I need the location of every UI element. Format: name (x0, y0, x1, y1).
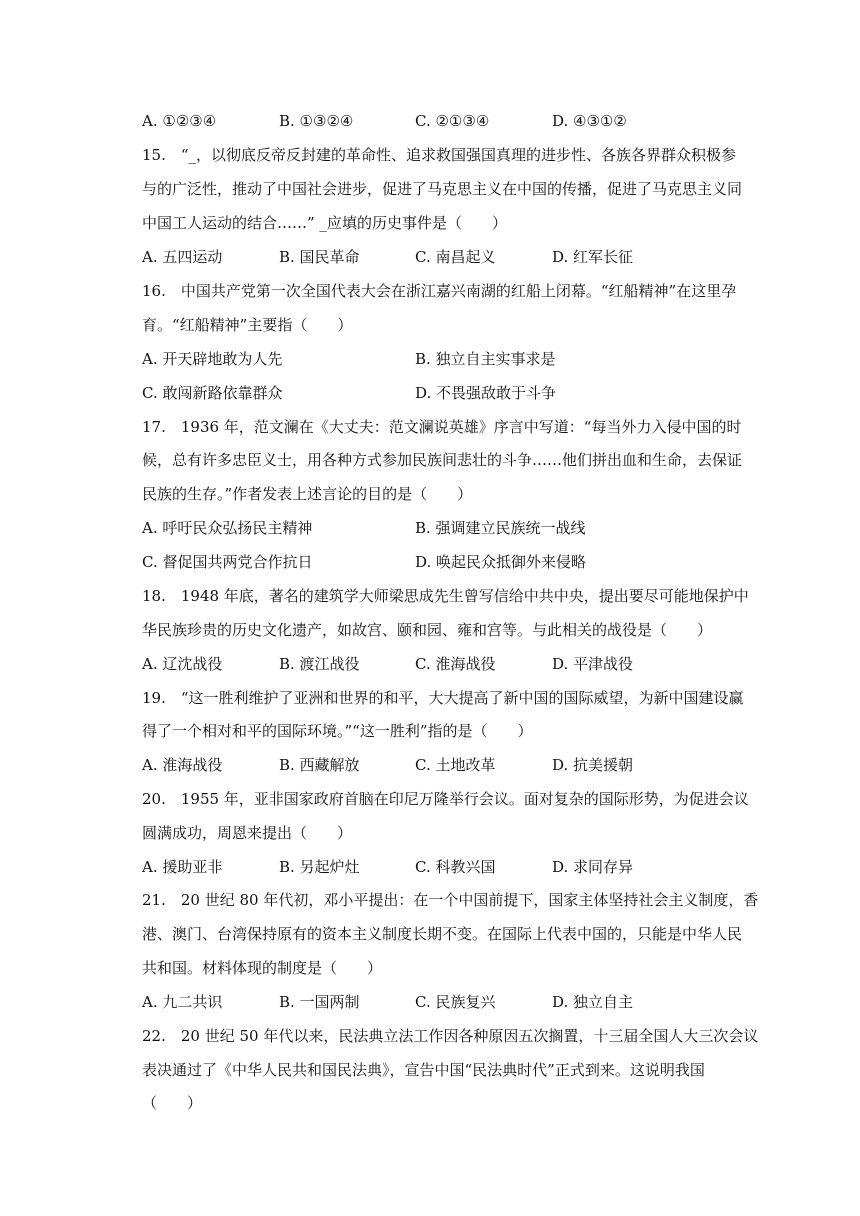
q15-option-b: B. 国民革命 (279, 248, 360, 266)
q17-stem-line: 17. 1936 年，范文澜在《大丈夫：范文澜说英雄》序言中写道：“每当外力入侵中国的时 (142, 418, 742, 436)
q15-option-a: A. 五四运动 (142, 248, 223, 266)
q21-stem-line: 港、澳门、台湾保持原有的资本主义制度长期不变。在国际上代表中国的，只能是中华人民 (142, 925, 743, 943)
q19-option-d: D. 抗美援朝 (552, 756, 634, 774)
q21-stem-line: 共和国。材料体现的制度是（ ） (142, 959, 383, 977)
q18-option-c: C. 淮海战役 (415, 655, 496, 673)
q19-option-c: C. 土地改革 (415, 756, 496, 774)
q16-option-a: A. 开天辟地敢为人先 (142, 350, 283, 368)
q19-option-a: A. 淮海战役 (142, 756, 223, 774)
q17-option-c: C. 督促国共两党合作抗日 (142, 553, 313, 571)
q20-option-c: C. 科教兴国 (415, 858, 496, 876)
q17-option-b: B. 强调建立民族统一战线 (415, 519, 586, 537)
q18-option-b: B. 渡江战役 (279, 655, 360, 673)
q16-option-d: D. 不畏强敌敢于斗争 (415, 384, 557, 402)
q17-option-d: D. 唤起民众抵御外来侵略 (415, 553, 587, 571)
q15-stem-line: 与的广泛性，推动了中国社会进步，促进了马克思主义在中国的传播，促进了马克思主义同 (142, 180, 743, 198)
q19-option-b: B. 西藏解放 (279, 756, 360, 774)
q21-option-c: C. 民族复兴 (415, 993, 496, 1011)
q17-option-a: A. 呼吁民众弘扬民主精神 (142, 519, 313, 537)
q20-option-b: B. 另起炉灶 (279, 858, 360, 876)
q16-stem-line: 16. 中国共产党第一次全国代表大会在浙江嘉兴南湖的红船上闭幕。“红船精神”在这里孕 (142, 282, 737, 300)
q20-option-a: A. 援助亚非 (142, 858, 223, 876)
q14-option-b: B. ①③②④ (279, 112, 354, 130)
q17-stem-line: 候，总有许多忠臣义士，用各种方式参加民族间悲壮的斗争……他们拼出血和生命，去保证 (142, 451, 743, 469)
q14-option-d: D. ④③①② (552, 112, 627, 130)
q18-stem-line: 18. 1948 年底，著名的建筑学大师梁思成先生曾写信给中共中央，提出要尽可能地保护中 (142, 587, 749, 605)
q16-option-c: C. 敢闯新路依靠群众 (142, 384, 283, 402)
q19-stem-line: 19. “这一胜利维护了亚洲和世界的和平，大大提高了新中国的国际威望，为新中国建设赢 (142, 689, 744, 707)
q22-stem-line: （ ） (142, 1094, 203, 1112)
q21-option-d: D. 独立自主 (552, 993, 634, 1011)
q18-stem-line: 华民族珍贵的历史文化遗产，如故宫、颐和园、雍和宫等。与此相关的战役是（ ） (142, 621, 713, 639)
q18-option-a: A. 辽沈战役 (142, 655, 223, 673)
q20-stem-line: 20. 1955 年，亚非国家政府首脑在印尼万隆举行会议。面对复杂的国际形势，为促进会议 (142, 790, 749, 808)
q16-option-b: B. 独立自主实事求是 (415, 350, 556, 368)
q21-option-b: B. 一国两制 (279, 993, 360, 1011)
q22-stem-line: 22. 20 世纪 50 年代以来，民法典立法工作因各种原因五次搁置，十三届全国人大三次会议 (142, 1027, 759, 1045)
q15-stem-line: 15. “_，以彻底反帝反封建的革命性、追求救国强国真理的进步性、各族各界群众积极参 (142, 146, 737, 164)
q15-option-c: C. 南昌起义 (415, 248, 496, 266)
q17-stem-line: 民族的生存。”作者发表上述言论的目的是（ ） (142, 485, 473, 503)
q14-option-a: A. ①②③④ (142, 112, 217, 130)
q16-stem-line: 育。“红船精神”主要指（ ） (142, 316, 353, 334)
q22-stem-line: 表决通过了《中华人民共和国民法典》，宣告中国“民法典时代”正式到来。这说明我国 (142, 1061, 705, 1079)
q19-stem-line: 得了一个相对和平的国际环境。”“这一胜利”指的是（ ） (142, 722, 533, 740)
q15-stem-line: 中国工人运动的结合……” _应填的历史事件是（ ） (142, 214, 507, 232)
q21-option-a: A. 九二共识 (142, 993, 223, 1011)
q21-stem-line: 21. 20 世纪 80 年代初，邓小平提出：在一个中国前提下，国家主体坚持社会主义制度，香 (142, 891, 759, 909)
q20-stem-line: 圆满成功，周恩来提出（ ） (142, 824, 353, 842)
q15-option-d: D. 红军长征 (552, 248, 634, 266)
q14-option-c: C. ②①③④ (415, 112, 490, 130)
q18-option-d: D. 平津战役 (552, 655, 634, 673)
q20-option-d: D. 求同存异 (552, 858, 634, 876)
